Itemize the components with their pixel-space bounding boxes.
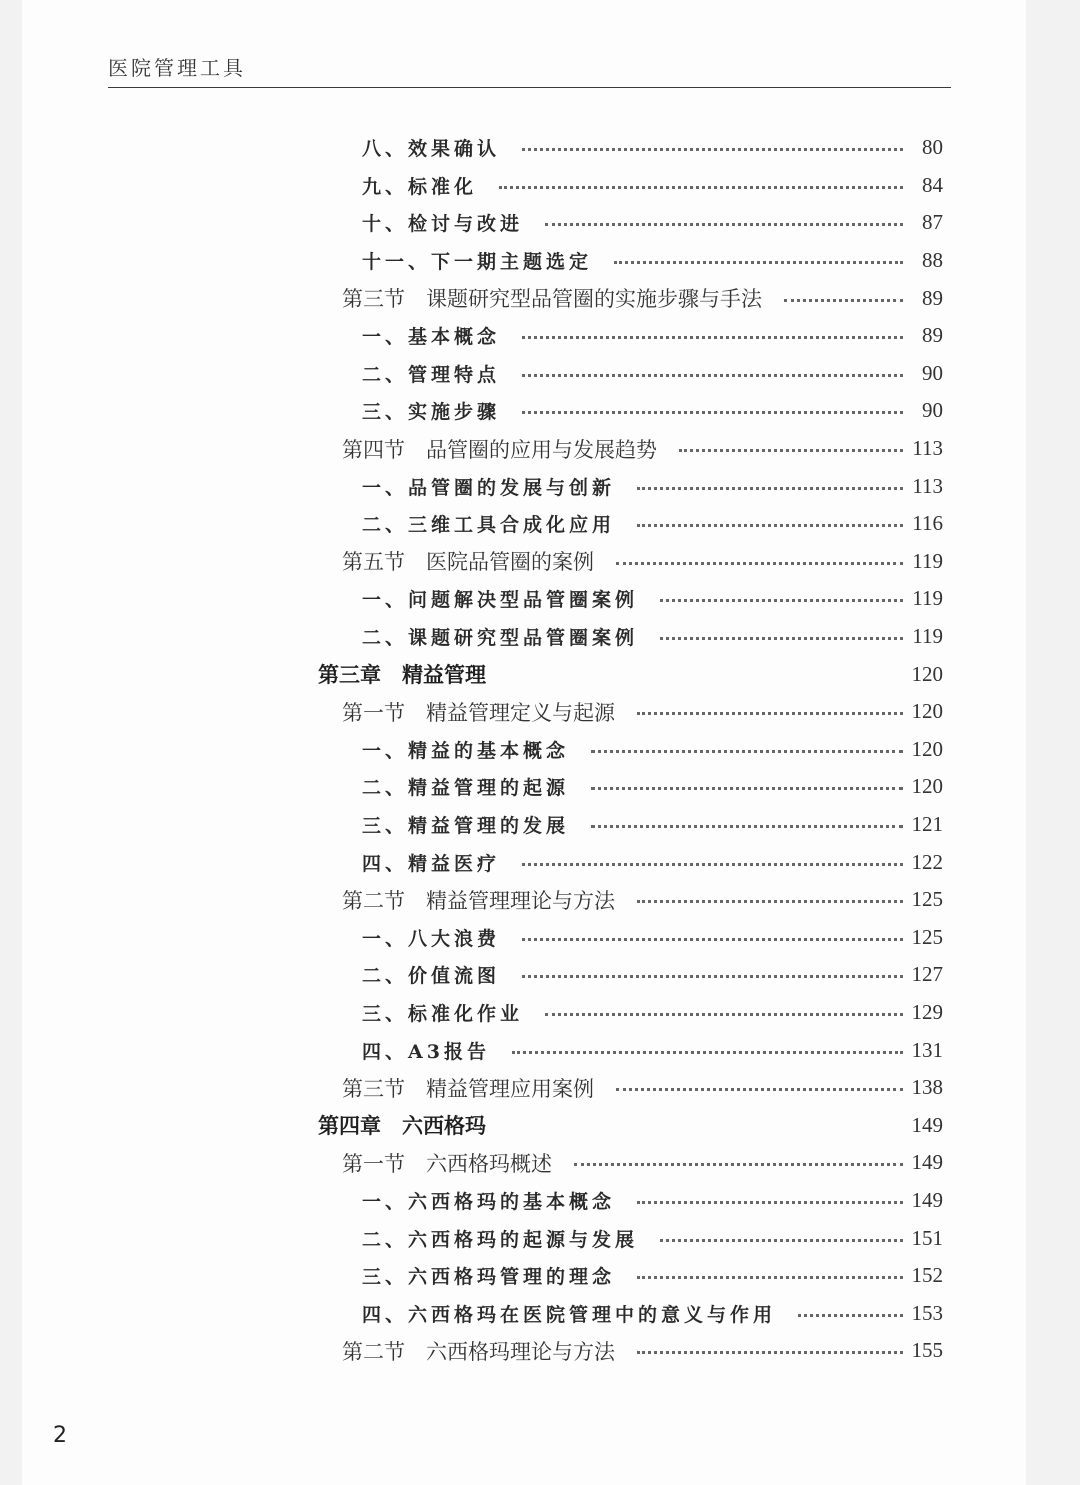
toc-entry-page-wrap <box>907 699 1026 724</box>
toc-entry-page-number: 116 <box>912 511 943 536</box>
toc-entry-sub <box>22 1219 1026 1257</box>
toc-entry-page-wrap <box>907 1338 1026 1363</box>
toc-entry-sub <box>22 731 1026 769</box>
toc-entry-page-wrap <box>907 662 1026 687</box>
toc-entry-sub <box>22 467 1026 505</box>
toc-entry-page-wrap <box>907 1038 1026 1063</box>
toc-entry-page-wrap <box>907 962 1026 987</box>
toc-entry-page-number: 84 <box>922 172 943 197</box>
toc-entry-page-number: 138 <box>911 1075 943 1100</box>
toc-entry-page-number: 152 <box>911 1263 943 1288</box>
toc-entry-page-wrap <box>907 1113 1026 1138</box>
dot-leader <box>522 374 903 377</box>
toc-entry-page-wrap <box>907 248 1026 273</box>
toc-entry-sub <box>22 317 1026 355</box>
toc-entry-section <box>22 881 1026 919</box>
toc-entry-page-number: 153 <box>911 1300 943 1325</box>
toc-entry-sub <box>22 355 1026 393</box>
toc-entry-title: 一、六西格玛的基本概念 <box>362 1190 616 1213</box>
toc-entry-page-wrap <box>907 1075 1026 1100</box>
toc-entry-title: 第二节 六西格玛理论与方法 <box>342 1339 615 1364</box>
toc-entry-sub <box>22 1031 1026 1069</box>
toc-entry-page-number: 149 <box>911 1150 943 1175</box>
toc-entry-page-wrap <box>907 925 1026 950</box>
toc-entry-page-number: 120 <box>911 774 943 799</box>
toc-entry-sub <box>22 505 1026 543</box>
toc-entry-page-number: 89 <box>922 323 943 348</box>
toc-entry-page-number: 90 <box>922 360 943 385</box>
dot-leader <box>591 825 903 828</box>
toc-entry-title: 第四节 品管圈的应用与发展趋势 <box>342 437 657 462</box>
dot-leader <box>574 1163 903 1166</box>
page-number: 2 <box>53 1423 67 1448</box>
toc-entry-chapter <box>22 655 1026 693</box>
toc-entry-page-number: 113 <box>912 473 943 498</box>
toc-entry-page-wrap <box>907 173 1026 198</box>
toc-entry-page-number: 87 <box>922 210 943 235</box>
dot-leader <box>522 411 903 414</box>
toc-entry-section <box>22 1332 1026 1370</box>
dot-leader <box>545 1013 903 1016</box>
toc-entry-page-number: 149 <box>911 1187 943 1212</box>
toc-entry-title: 第一节 六西格玛概述 <box>342 1151 552 1176</box>
toc-entry-page-number: 119 <box>912 624 943 649</box>
toc-entry-title: 八、效果确认 <box>362 138 501 161</box>
toc-entry-title: 一、八大浪费 <box>362 927 501 950</box>
toc-entry-title: 第一节 精益管理定义与起源 <box>342 700 615 725</box>
toc-entry-sub <box>22 580 1026 618</box>
toc-entry-chapter <box>22 1106 1026 1144</box>
dot-leader <box>784 299 903 302</box>
toc-entry-sub <box>22 1294 1026 1332</box>
toc-entry-section <box>22 1069 1026 1107</box>
running-header: 医院管理工具 <box>108 56 246 80</box>
dot-leader <box>522 938 903 941</box>
dot-leader <box>637 712 903 715</box>
dot-leader <box>637 487 903 490</box>
toc-entry-title: 二、三维工具合成化应用 <box>362 514 616 537</box>
toc-entry-sub <box>22 1182 1026 1220</box>
toc-entry-page-wrap <box>907 1000 1026 1025</box>
toc-entry-page-wrap <box>907 887 1026 912</box>
toc-entry-section <box>22 279 1026 317</box>
toc-entry-page-wrap <box>907 135 1026 160</box>
toc-entry-title: 三、实施步骤 <box>362 401 501 424</box>
toc-entry-page-number: 120 <box>911 699 943 724</box>
toc-entry-page-number: 120 <box>911 661 943 686</box>
toc-entry-sub <box>22 242 1026 280</box>
toc-entry-page-number: 119 <box>912 548 943 573</box>
toc-entry-page-wrap <box>907 210 1026 235</box>
toc-entry-page-wrap <box>907 286 1026 311</box>
dot-leader <box>637 524 903 527</box>
toc-entry-page-wrap <box>907 323 1026 348</box>
toc-entry-title: 一、问题解决型品管圈案例 <box>362 589 639 612</box>
dot-leader <box>798 1314 903 1317</box>
toc-entry-page-wrap <box>907 474 1026 499</box>
toc-entry-sub <box>22 994 1026 1032</box>
dot-leader <box>522 336 903 339</box>
dot-leader <box>522 975 903 978</box>
toc-entry-title: 十一、下一期主题选定 <box>362 251 593 274</box>
dot-leader <box>512 1051 903 1054</box>
toc-entry-title: 二、价值流图 <box>362 965 501 988</box>
toc-entry-sub <box>22 129 1026 167</box>
toc-entry-section <box>22 430 1026 468</box>
toc-entry-page-wrap <box>907 624 1026 649</box>
dot-leader <box>616 562 903 565</box>
toc-entry-title: 第三节 精益管理应用案例 <box>342 1076 594 1101</box>
toc-entry-page-wrap <box>907 436 1026 461</box>
toc-entry-page-number: 121 <box>911 811 943 836</box>
toc-entry-page-wrap <box>907 586 1026 611</box>
dot-leader <box>660 1239 903 1242</box>
toc-entry-page-number: 89 <box>922 285 943 310</box>
toc-entry-title: 三、六西格玛管理的理念 <box>362 1266 616 1289</box>
toc-entry-sub <box>22 618 1026 656</box>
toc-entry-page-number: 129 <box>911 999 943 1024</box>
dot-leader <box>637 1201 903 1204</box>
dot-leader <box>614 261 903 264</box>
toc-entry-page-wrap <box>907 1301 1026 1326</box>
toc-entry-page-wrap <box>907 737 1026 762</box>
toc-entry-title: 三、标准化作业 <box>362 1002 524 1025</box>
toc-entry-title: 一、品管圈的发展与创新 <box>362 476 616 499</box>
toc-entry-page-number: 131 <box>911 1037 943 1062</box>
toc-entry-title: 第五节 医院品管圈的案例 <box>342 550 594 575</box>
toc-entry-page-number: 90 <box>922 398 943 423</box>
toc-entry-title: 二、六西格玛的起源与发展 <box>362 1228 639 1251</box>
toc-entry-title: 第二节 精益管理理论与方法 <box>342 888 615 913</box>
dot-leader <box>660 637 903 640</box>
dot-leader <box>616 1088 903 1091</box>
toc-entry-title: 四、六西格玛在医院管理中的意义与作用 <box>362 1303 777 1326</box>
toc-entry-title: 第三章 精益管理 <box>318 663 486 688</box>
toc-entry-sub <box>22 918 1026 956</box>
toc-entry-title: 四、精益医疗 <box>362 852 501 875</box>
toc-entry-page-wrap <box>907 774 1026 799</box>
toc-entry-page-number: 149 <box>911 1112 943 1137</box>
toc-entry-title: 二、课题研究型品管圈案例 <box>362 627 639 650</box>
toc-entry-page-number: 125 <box>911 924 943 949</box>
document-page <box>22 0 1026 1485</box>
toc-entry-title: 十、检讨与改进 <box>362 213 524 236</box>
toc-entry-page-number: 113 <box>912 436 943 461</box>
toc-entry-title: 第三节 课题研究型品管圈的实施步骤与手法 <box>342 287 762 312</box>
toc-entry-section <box>22 1144 1026 1182</box>
toc-entry-title: 一、精益的基本概念 <box>362 739 570 762</box>
toc-entry-title: 一、基本概念 <box>362 326 501 349</box>
toc-entry-page-number: 151 <box>911 1225 943 1250</box>
toc-entry-sub <box>22 843 1026 881</box>
toc-entry-section <box>22 543 1026 581</box>
toc-entry-page-number: 125 <box>911 887 943 912</box>
toc-entry-title: 四、A3报告 <box>362 1040 490 1063</box>
toc-entry-page-wrap <box>907 1263 1026 1288</box>
toc-entry-title: 三、精益管理的发展 <box>362 814 570 837</box>
toc-entry-page-wrap <box>907 1188 1026 1213</box>
dot-leader <box>499 186 903 189</box>
toc-entry-sub <box>22 956 1026 994</box>
dot-leader <box>637 1351 903 1354</box>
toc-entry-page-number: 127 <box>911 962 943 987</box>
toc-entry-title: 二、精益管理的起源 <box>362 777 570 800</box>
toc-entry-sub <box>22 768 1026 806</box>
dot-leader <box>545 223 903 226</box>
toc-entry-title: 九、标准化 <box>362 175 478 198</box>
toc-entry-sub <box>22 204 1026 242</box>
dot-leader <box>637 1276 903 1279</box>
toc-entry-page-wrap <box>907 850 1026 875</box>
toc-entry-sub <box>22 167 1026 205</box>
toc-entry-page-number: 120 <box>911 736 943 761</box>
toc-entry-page-number: 119 <box>912 586 943 611</box>
toc-entry-sub <box>22 392 1026 430</box>
toc-entry-page-number: 80 <box>922 135 943 160</box>
toc-entry-sub <box>22 1257 1026 1295</box>
dot-leader <box>522 148 903 151</box>
dot-leader <box>591 750 903 753</box>
toc-entry-title: 二、管理特点 <box>362 363 501 386</box>
toc-entry-page-number: 88 <box>922 248 943 273</box>
dot-leader <box>522 863 903 866</box>
header-divider <box>108 87 951 88</box>
toc-entry-page-wrap <box>907 511 1026 536</box>
toc-entry-sub <box>22 806 1026 844</box>
toc-entry-page-wrap <box>907 549 1026 574</box>
toc-entry-page-number: 122 <box>911 849 943 874</box>
toc-entry-title: 第四章 六西格玛 <box>318 1114 486 1139</box>
toc-entry-page-number: 155 <box>911 1338 943 1363</box>
toc-entry-page-wrap <box>907 398 1026 423</box>
toc-entry-page-wrap <box>907 812 1026 837</box>
table-of-contents <box>22 129 1026 1370</box>
dot-leader <box>637 900 903 903</box>
dot-leader <box>660 599 903 602</box>
toc-entry-page-wrap <box>907 1150 1026 1175</box>
toc-entry-section <box>22 693 1026 731</box>
toc-entry-page-wrap <box>907 1226 1026 1251</box>
dot-leader <box>591 787 903 790</box>
toc-entry-page-wrap <box>907 361 1026 386</box>
dot-leader <box>679 449 903 452</box>
